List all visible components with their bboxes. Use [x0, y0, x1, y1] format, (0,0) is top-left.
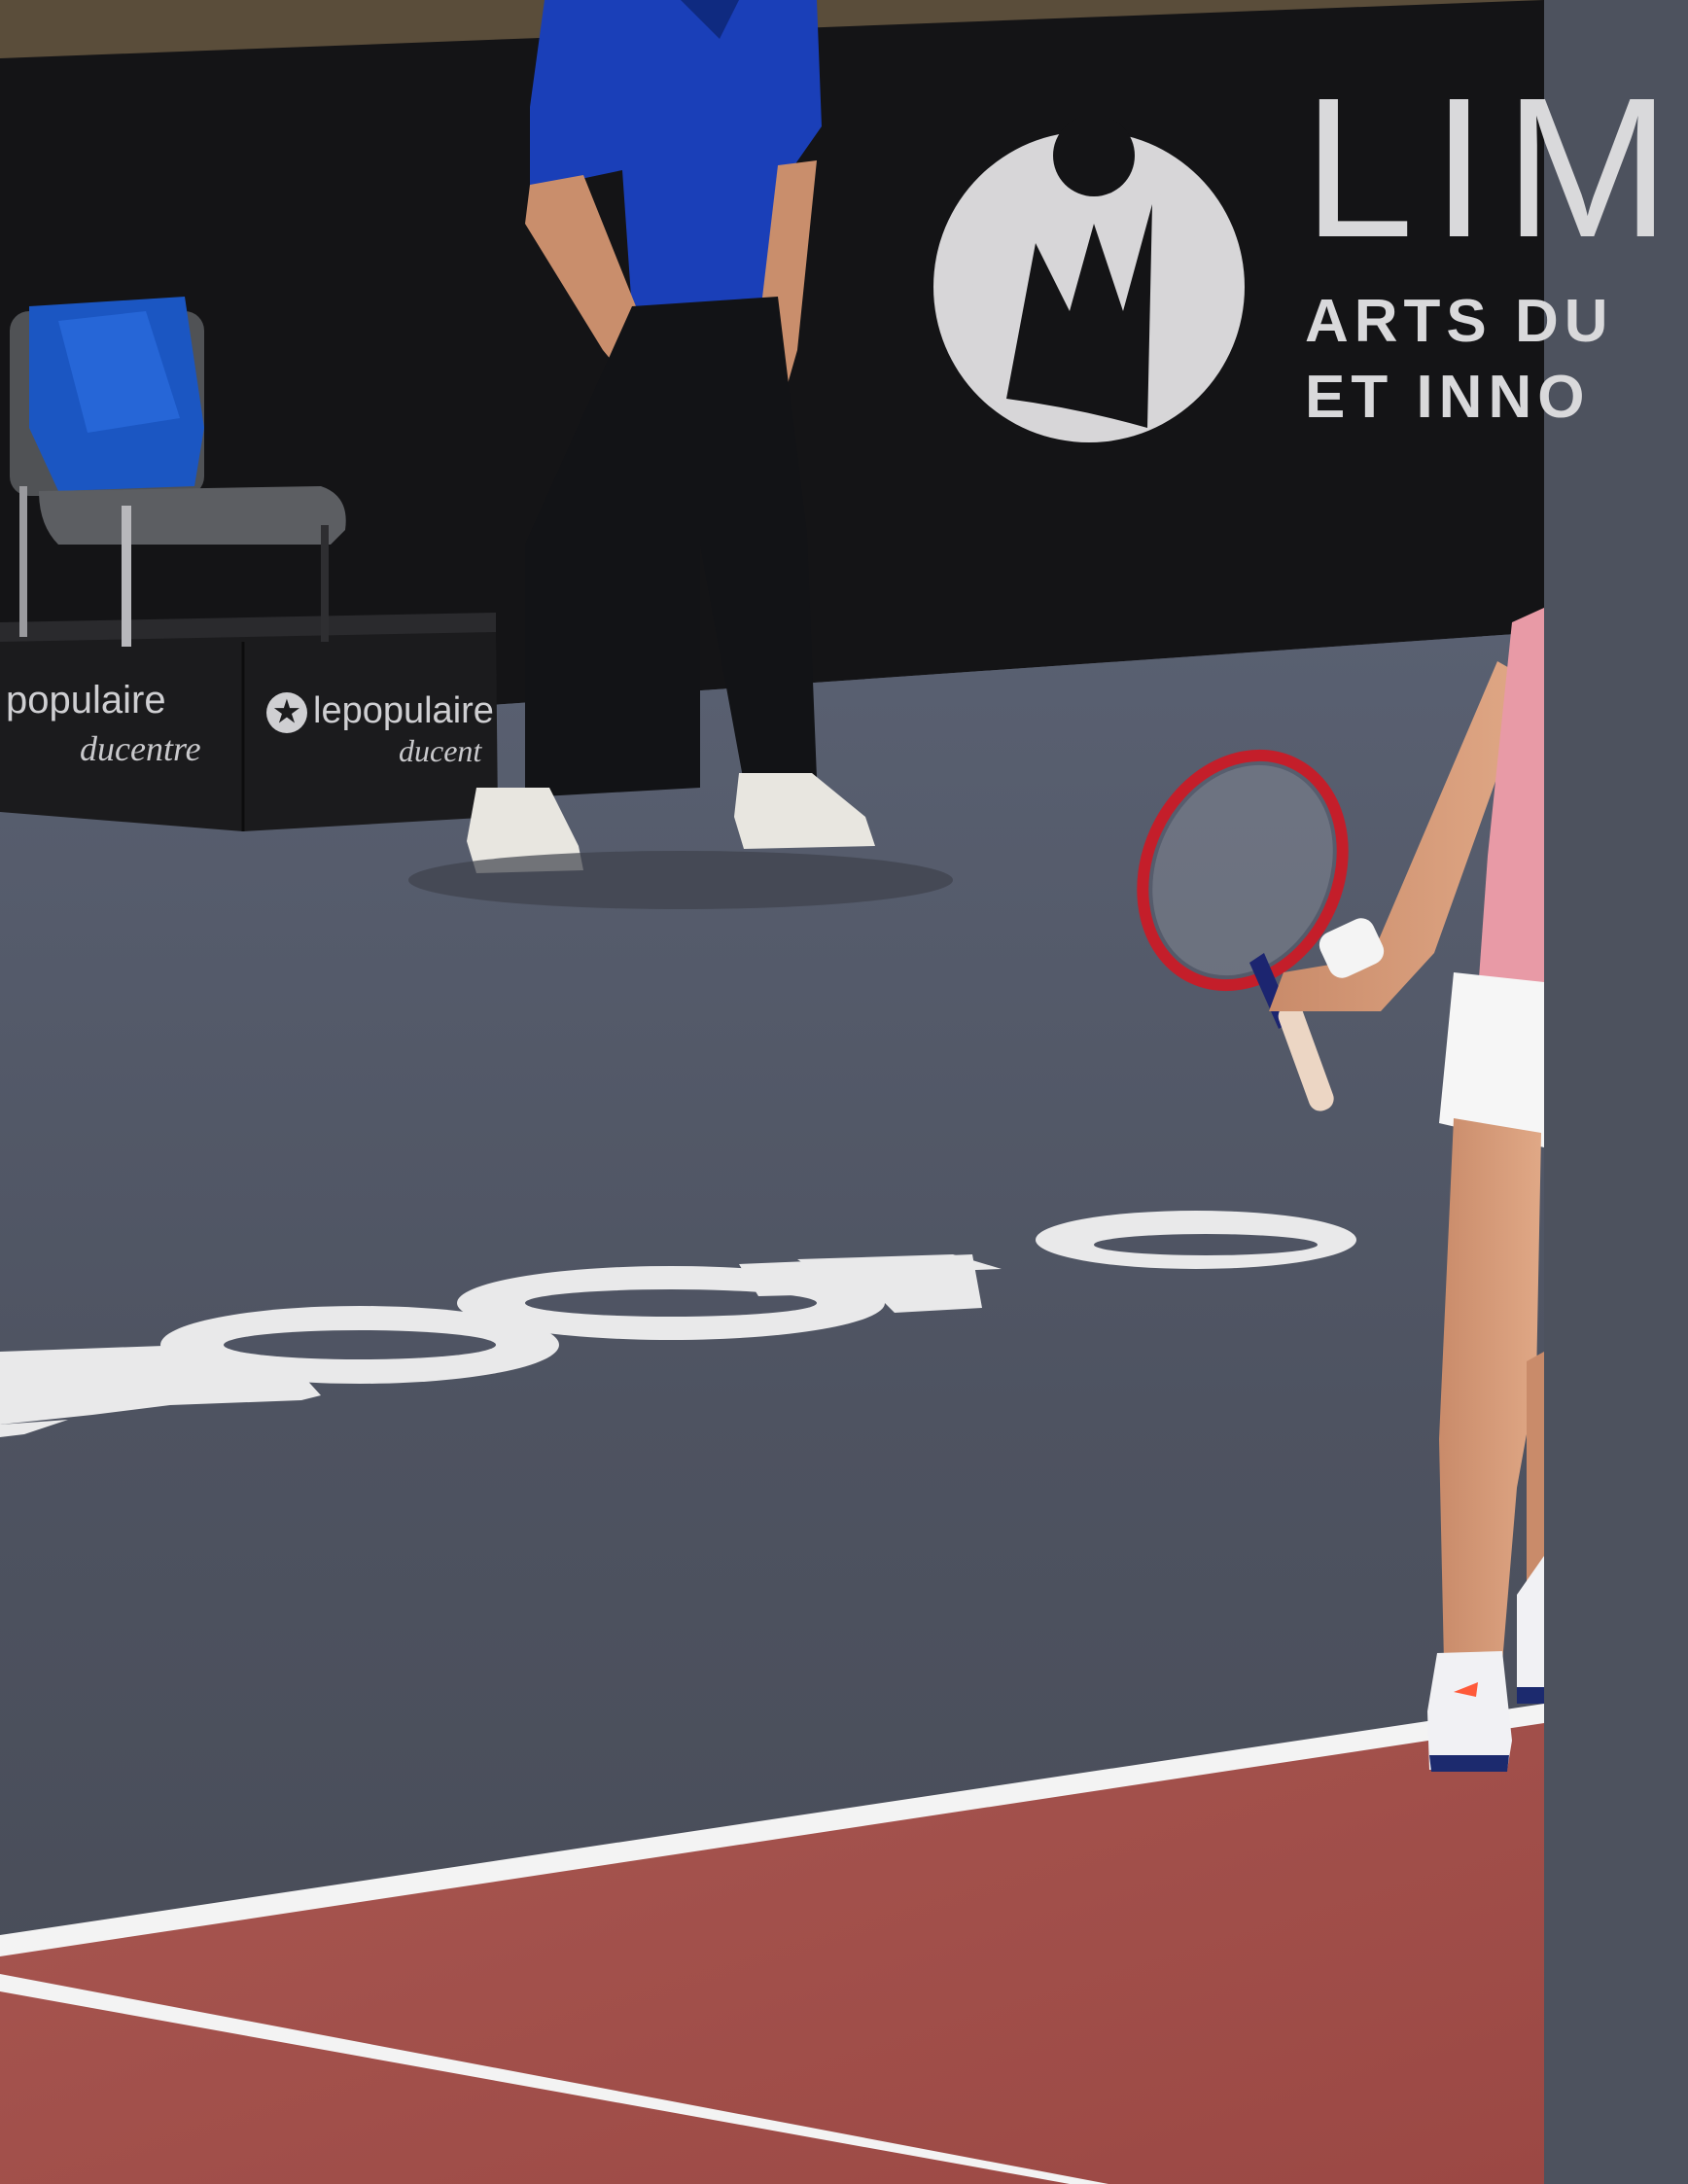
banner-tagline-1: ARTS DU [1305, 288, 1614, 355]
box-script-right: ducent [399, 733, 482, 768]
banner-tagline-2: ET INNO [1305, 364, 1591, 431]
newspaper-logo-icon: ★ [266, 692, 307, 733]
box-brand-right: lepopulaire [313, 690, 494, 731]
box-brand-left: populaire [6, 679, 166, 722]
banner-brand: LIM [1303, 56, 1688, 279]
box-script-left: ducentre [80, 729, 201, 768]
